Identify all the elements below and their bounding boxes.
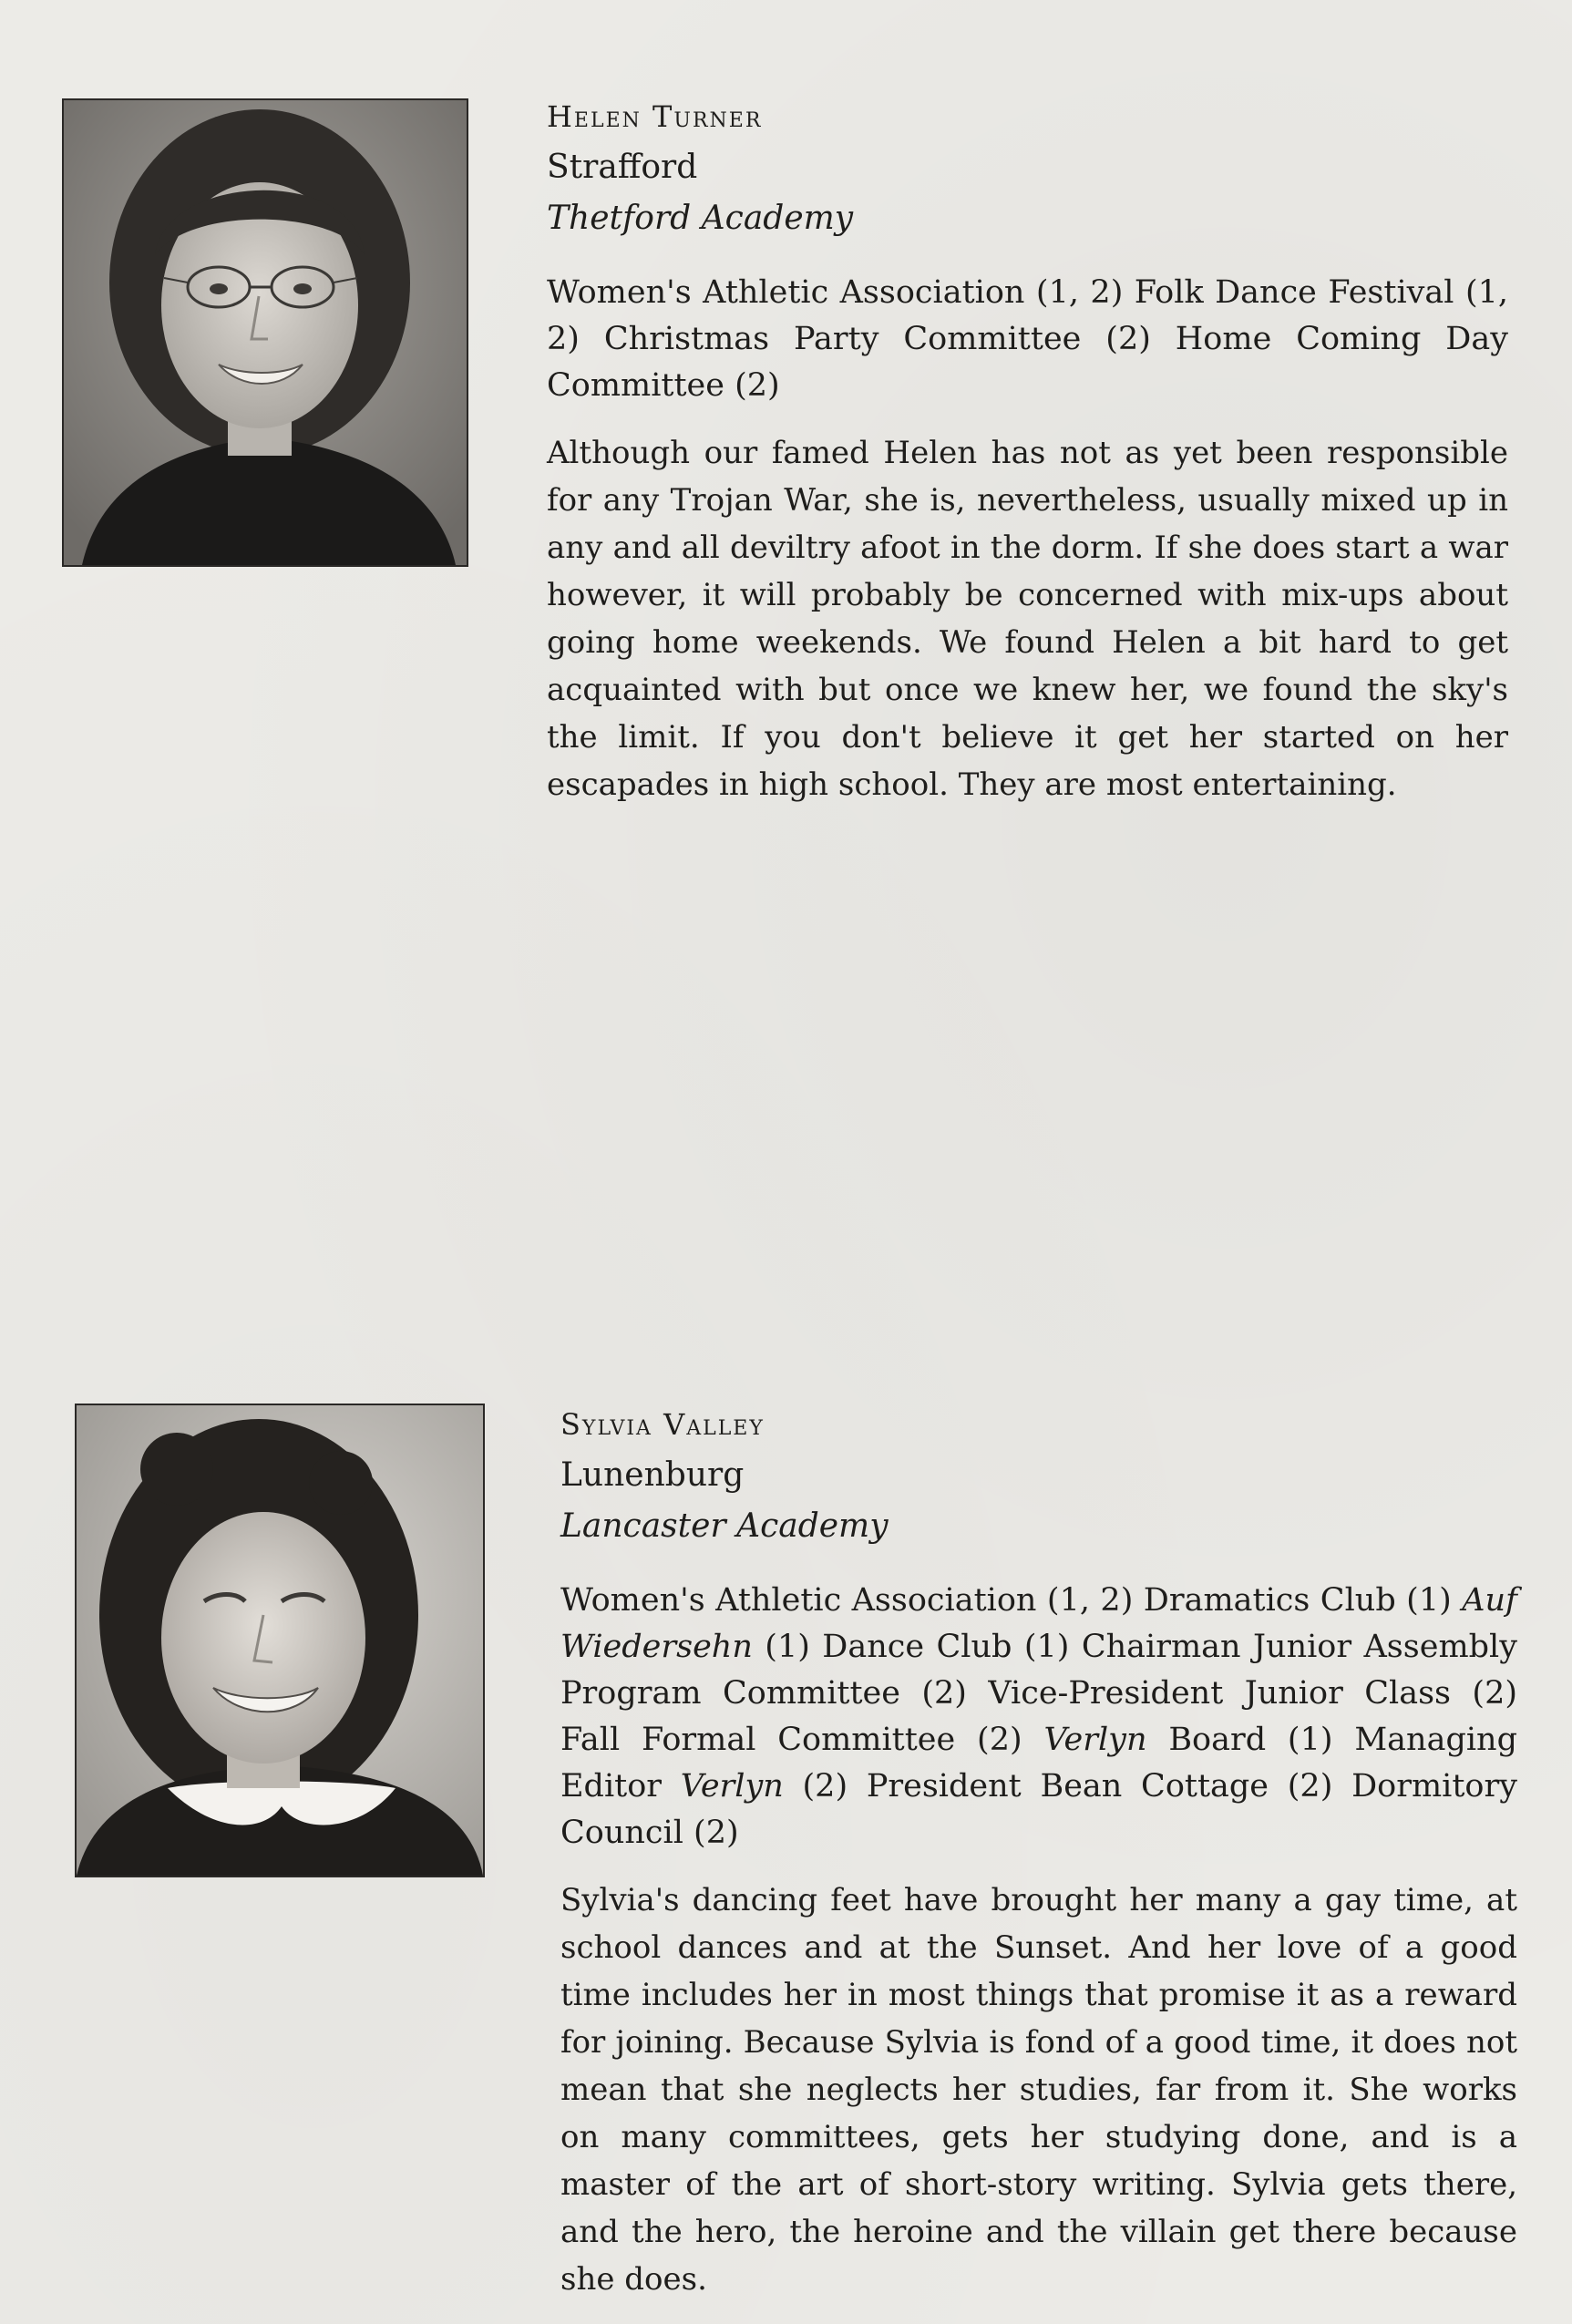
student-hometown: Strafford [547,149,698,186]
student-entry-sylvia-valley [560,1399,1517,2303]
portrait-illustration [77,1405,483,1876]
student-activities [560,1578,1517,1856]
portrait-photo-helen-turner [62,98,468,567]
activities-text: (2) President Bean Cottage (2) Dormitory Council (2) [560,1768,1517,1851]
student-activities: Women's Athletic Association (1, 2) Folk Dance Festival (1, 2) Christmas Party Committee (2) Home Coming Day Committee (2) [547,274,1508,404]
activities-text: Board (1) Managing Editor [560,1722,1517,1805]
student-entry-helen-turner [547,91,1508,808]
portrait-illustration [64,100,467,565]
publication-title: Verlyn [680,1768,784,1805]
activities-text: (1) Dance Club (1) Chairman Junior Assembly Program Committee (2) Vice-President Junior Class (2) Fall Formal Committee (2) [560,1629,1517,1758]
student-school: Thetford Academy [547,200,854,237]
student-hometown: Lunenburg [560,1456,745,1494]
activities-text: Women's Athletic Association (1, 2) Dramatics Club (1) [560,1582,1463,1619]
student-biography: Although our famed Helen has not as yet been responsible for any Trojan War, she is, nevertheless, usually mixed up in any and all deviltry afoot in the dorm. If she does start a war however, it will probably be concerned with mix-ups about going home weekends. We found Helen a bit hard to get acquainted with but once we knew her, we found the sky's the limit. If you don't believe it get her started on her escapades in high school. They are most entertaining. [547,435,1508,803]
student-name: Helen Turner [547,99,763,134]
student-biography: Sylvia's dancing feet have brought her many a gay time, at school dances and at the Sunset. And her love of a good time includes her in most things that promise it as a reward for joining. Because Sylvia is fond of a good time, it does not mean that she neglects her studies, far from it. She works on many committees, gets her studying done, and is a master of the art of short-story writing. Sylvia gets there, and the hero, the heroine and the villain get there because she does. [560,1882,1517,2298]
student-school: Lancaster Academy [560,1507,889,1545]
publication-title: Auf Wiedersehn [560,1582,1517,1665]
student-name: Sylvia Valley [560,1407,765,1442]
portrait-photo-sylvia-valley [75,1404,485,1877]
publication-title: Verlyn [1043,1722,1147,1758]
